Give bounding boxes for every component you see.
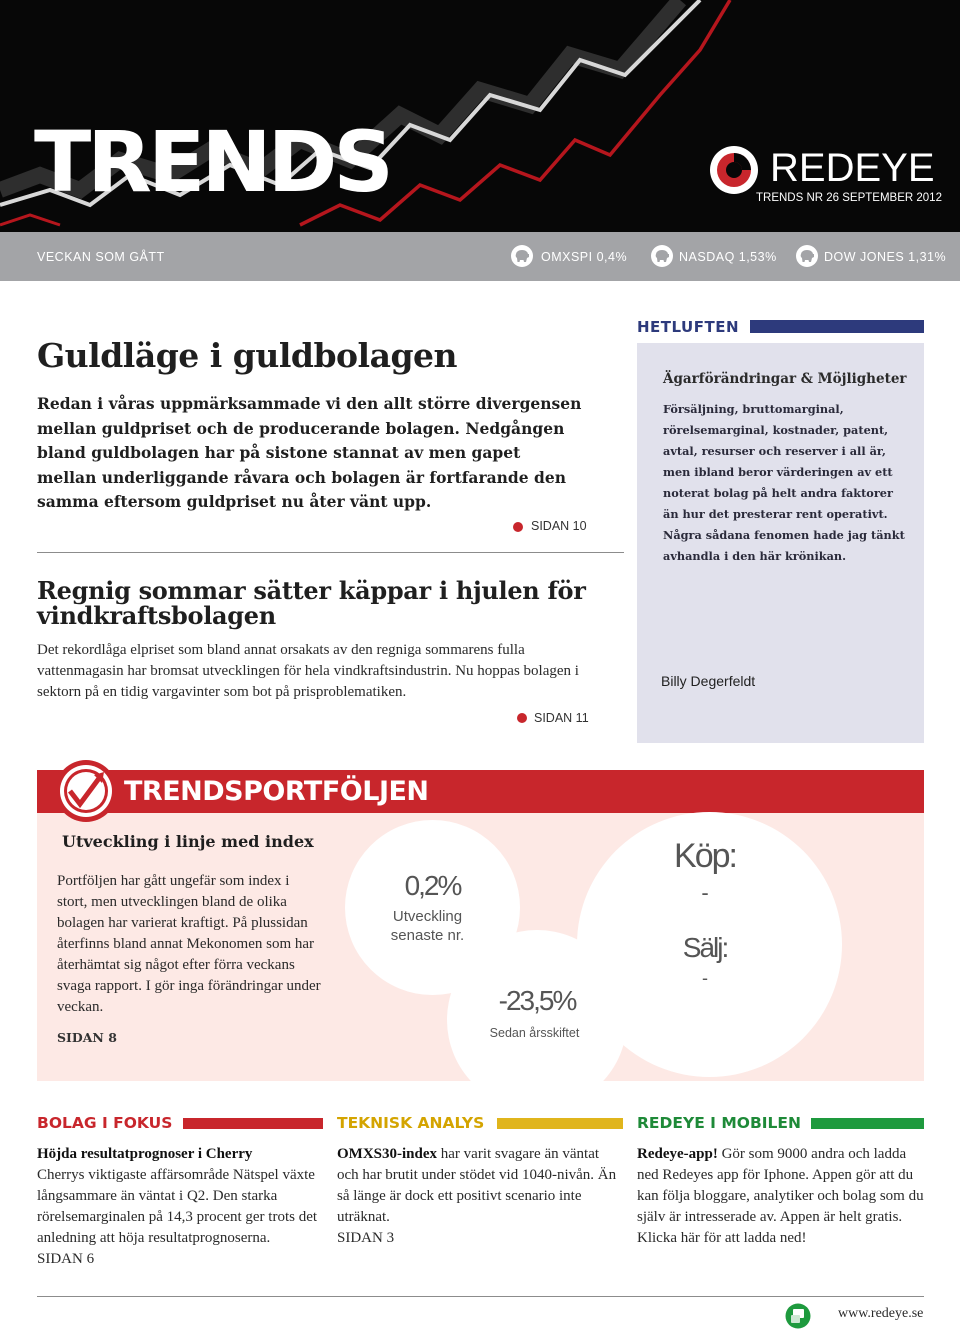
trend-check-icon <box>54 759 118 823</box>
page-link[interactable]: SIDAN 11 <box>534 711 589 725</box>
redeye-logo-icon <box>709 145 759 195</box>
ticker-label: VECKAN SOM GÅTT <box>37 250 165 264</box>
column-title[interactable]: Ägarförändringar & Möjligheter <box>663 371 907 387</box>
stat-label: Sedan årsskiftet <box>489 1026 580 1040</box>
column-body: har varit svagare än väntat och har brutit under stödet vid 1040-nivån. Än så länge är dock ett positivt scenario inte uträknat. <box>337 1146 617 1225</box>
page-link[interactable]: SIDAN 8 <box>57 1030 117 1045</box>
buy-label: Köp: <box>674 837 736 875</box>
divider <box>37 1296 924 1297</box>
column-lead[interactable]: OMXS30-index <box>337 1146 438 1162</box>
bullet-dot <box>517 713 527 723</box>
stat-value: -23,5% <box>498 985 576 1016</box>
divider <box>37 552 624 553</box>
ticker-nasdaq: NASDAQ 1,53% <box>679 250 777 264</box>
page-link[interactable]: SIDAN 6 <box>37 1251 95 1267</box>
portfolio-title: TRENDSPORTFÖLJEN <box>124 776 429 807</box>
section-label: BOLAG I FOKUS <box>37 1114 173 1132</box>
article-lead: Redan i våras uppmärksammade vi den allt större divergensen mellan guldpriset och de producerande bolagen. Nedgången bland guldbolagen har på sistone stannat av men gapet mellan underliggande råvara och bolagen är fortfarande den samma eftersom guldpriset nu åter vänt upp. <box>37 394 582 511</box>
ticker-dowjones: DOW JONES 1,31% <box>824 250 947 264</box>
section-label: REDEYE I MOBILEN <box>637 1114 801 1132</box>
stat-value: 0,2% <box>404 870 461 901</box>
section-label: TEKNISK ANALYS <box>337 1114 485 1132</box>
piggy-bank-icon <box>511 245 533 267</box>
section-bar <box>811 1118 924 1129</box>
issue-date: TRENDS NR 26 SEPTEMBER 2012 <box>756 192 942 204</box>
column-body: Försäljning, bruttomarginal, rörelsemarginal, kostnader, patent, avtal, resurser och reserver i all är, men ibland beror värderingen av ett noterat bolag på helt andra faktorer än hur det presterar rent operativt. Några sådana fenomen hade jag tänkt avhandla i den här krönikan. <box>663 402 905 563</box>
section-bar <box>183 1118 323 1129</box>
article-title[interactable]: Regnig sommar sätter käppar i hjulen för vindkraftsbolagen <box>37 576 586 630</box>
section-bar <box>750 320 924 333</box>
website-link[interactable]: www.redeye.se <box>838 1306 924 1321</box>
publication-title: TRENDS <box>34 113 390 211</box>
stat-label: Utveckling senaste nr. <box>390 908 465 944</box>
section-bar <box>497 1118 623 1129</box>
author: Billy Degerfeldt <box>661 673 756 689</box>
brand-name: REDEYE <box>770 146 935 190</box>
masthead <box>0 0 960 232</box>
bullet-dot <box>513 522 523 532</box>
piggy-bank-icon <box>651 245 673 267</box>
column-text <box>37 1144 322 1270</box>
page-link[interactable]: SIDAN 3 <box>337 1230 395 1246</box>
buy-value: - <box>701 880 709 905</box>
sell-label: Sälj: <box>682 932 728 963</box>
sell-value: - <box>702 968 708 988</box>
column-body: Gör som 9000 andra och ladda ned Redeyes app för Iphone. Appen gör att du kan följa bloggare, analytiker och bolag som du själv är intresserade av. Appen är helt gratis. Klicka här för att ladda ned! <box>637 1146 924 1246</box>
column-lead[interactable]: Höjda resultatprognoser i Cherry <box>37 1146 253 1162</box>
column-text <box>337 1144 622 1249</box>
ticker-omxspi: OMXSPI 0,4% <box>541 250 628 264</box>
portfolio-subtitle: Utveckling i linje med index <box>62 832 314 851</box>
article-title[interactable]: Guldläge i guldbolagen <box>37 336 458 375</box>
portfolio-body: Portföljen har gått ungefär som index i stort, men utvecklingen bland de olika bolagen har varierat kraftigt. På plussidan återfinns bland annat Mekonomen som har återhämtat sig något efter förra veckans svaga rapport. I gör inga förändringar under veckan. <box>57 873 321 1015</box>
column-body: Cherrys viktigaste affärsområde Nätspel växte långsammare än väntat i Q2. Den starka rörelsemarginalen på 14,3 procent ger trots det anledning att höja resultatprognoserna. <box>37 1167 318 1246</box>
page-link[interactable]: SIDAN 10 <box>531 519 587 533</box>
column-lead[interactable]: Redeye-app! <box>637 1146 718 1162</box>
piggy-bank-icon <box>796 245 818 267</box>
column-text <box>637 1144 924 1249</box>
redeye-app-icon[interactable] <box>785 1303 811 1329</box>
section-label: HETLUFTEN <box>637 318 740 336</box>
article-body: Det rekordlåga elpriset som bland annat orsakats av den regniga sommarens fulla vattenmagasin har bromsat utvecklingen för hela vindkraftsindustrin. Nu hoppas bolagen i sektorn på en tidig vargavinter som bot på prisproblematiken. <box>37 642 579 700</box>
